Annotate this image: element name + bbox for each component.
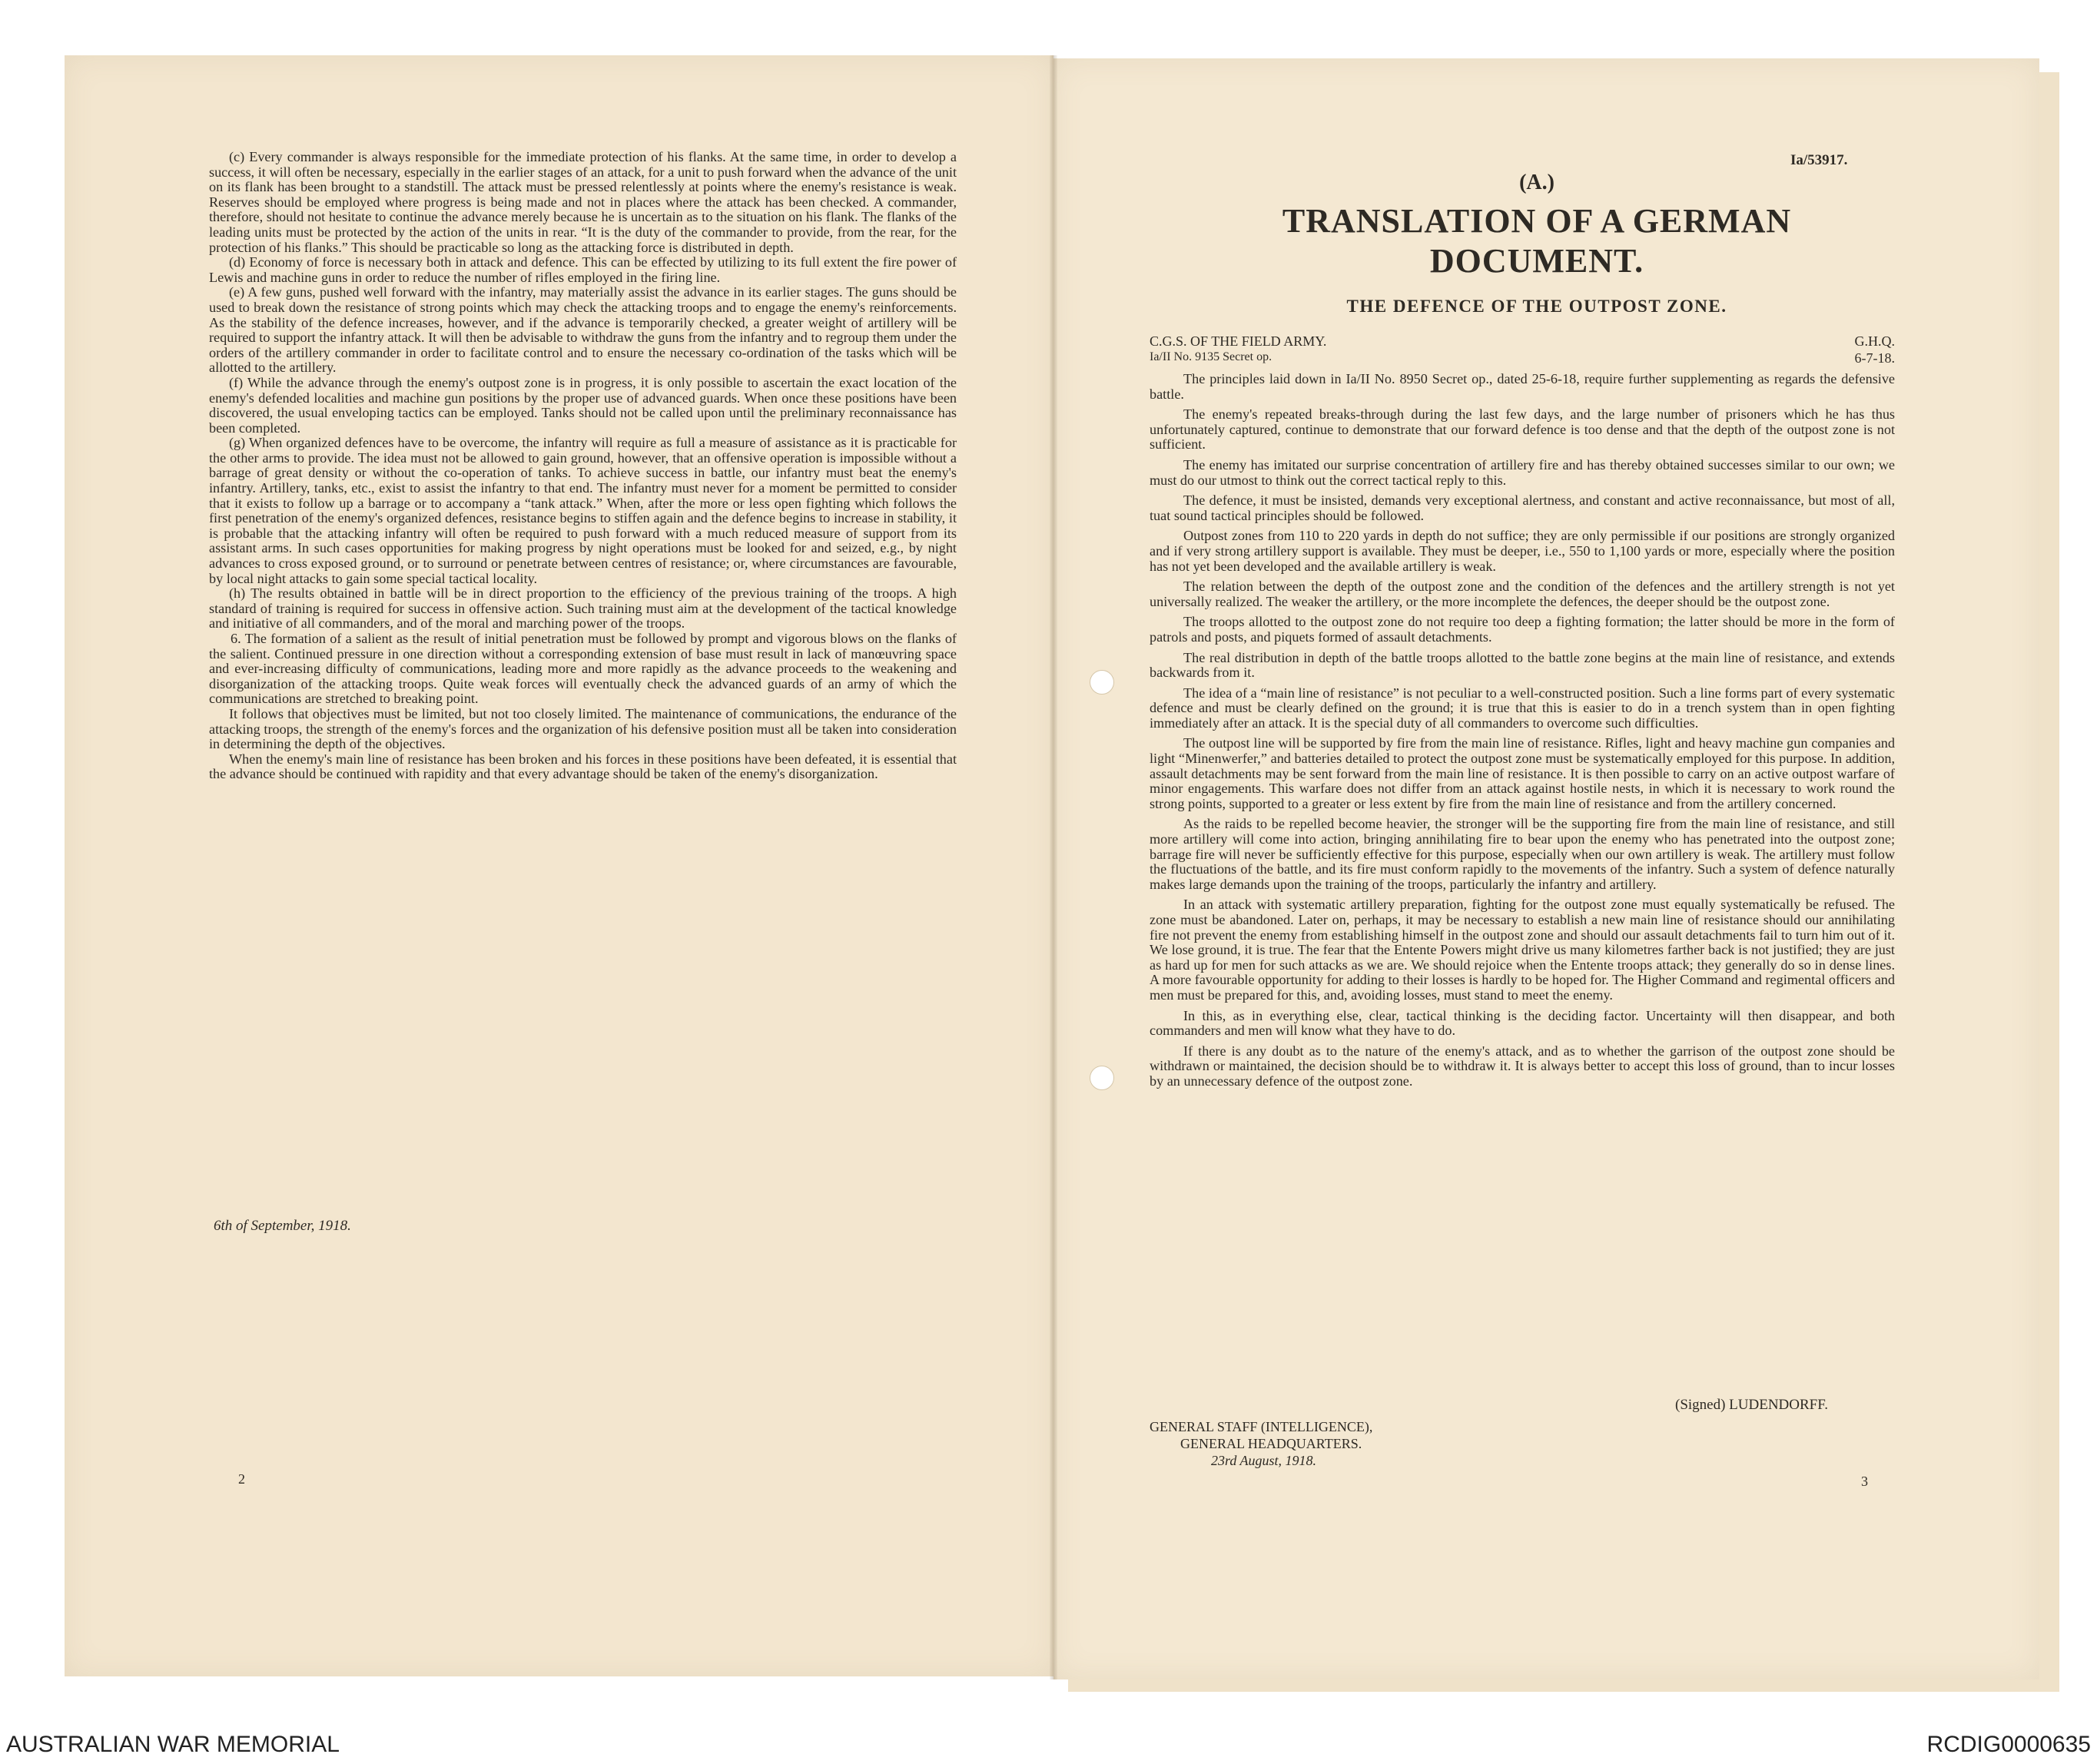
issuer-date: 23rd August, 1918. [1211, 1453, 1317, 1468]
paragraph-main-line: When the enemy's main line of resistance has been broken and his forces in these positions have been defeated, it is essential that the advance should be continued with rapidity and that every advantage should be taken of the enemy's disorganization. [209, 751, 957, 782]
paragraph-doubt: If there is any doubt as to the nature of the enemy's attack, and as to whether the garrison of the outpost zone should be withdrawn or maintained, the decision should be to withdraw it. It is always better to accept this loss of ground, than to incur losses by an unnecessary defence of the outpost zone. [1150, 1043, 1895, 1089]
paragraph-troops-allotted: The troops allotted to the outpost zone do not require too deep a fighting formation; the latter should be more in the form of patrols and posts, and piquets formed of assault detachments. [1150, 614, 1895, 645]
paragraph-outpost-line: The outpost line will be supported by fire from the main line of resistance. Rifles, light and heavy machine gun companies and light “Minenwerfer,” and batteries detailed to protect the outpost zone must be systematically employed for this purpose. In addition, assault detachments may be sent forward from the main line of resistance. It is then possible to carry on an active outpost warfare of minor engagements. This warfare does not differ from an attack against hostile nests, in which it is necessary to work round the strong points, supported to a greater or less extent by fire from the main line of resistance and from the artillery concerned. [1150, 735, 1895, 811]
paragraph-e: (e) A few guns, pushed well forward with the infantry, may materially assist the advance in its earlier stages. The guns should be used to break down the resistance of strong points which may check the attacking troops and to engage the enemy's reinforcements. As the stability of the defence increases, however, and if the advance is temporarily checked, a greater weight of artillery will be required to support the infantry attack. It will then be advisable to withdraw the guns from the infantry and to regroup them under the orders of the artillery commander in order to facilitate control and to ensure the necessary co-ordination of the tasks which will be allotted to the artillery. [209, 284, 957, 376]
header-date: 6-7-18. [1854, 350, 1895, 366]
issuer-line-1: GENERAL STAFF (INTELLIGENCE), [1150, 1419, 1373, 1434]
header-row-2 [1150, 350, 1895, 366]
paragraph-main-line-idea: The idea of a “main line of resistance” is not peculiar to a well-constructed position. Such a line forms part of every systematic defence and must be clearly defined on the ground; it is true that this is easier to do in a trench system than in open fighting immediately after an attack. It is the special duty of all commanders to overcome such difficulties. [1150, 685, 1895, 731]
paragraph-outpost-depth: Outpost zones from 110 to 220 yards in depth do not suffice; they are only permissible if our positions are strongly organized and if very strong artillery support is available. They must be deeper, i.e., 550 to 1,100 yards or more, especially where the position has not yet been developed and the available artillery is weak. [1150, 528, 1895, 574]
punch-hole-bottom [1090, 1066, 1114, 1090]
right-page-body [1150, 372, 1895, 1095]
right-page-number: 3 [1861, 1474, 1868, 1489]
footer-identifier: RCDIG0000635 [1926, 1732, 2091, 1757]
page-fold [1050, 55, 1057, 1679]
issuer-block [1150, 1418, 1372, 1469]
header-row-1 [1150, 333, 1895, 350]
footer-institution: AUSTRALIAN WAR MEMORIAL [6, 1732, 340, 1757]
annex-label: (A.) [1519, 171, 1555, 194]
left-page-body [209, 150, 957, 782]
paragraph-distribution: The real distribution in depth of the battle troops allotted to the battle zone begins at the main line of resistance, and extends backwards from it. [1150, 649, 1895, 681]
paragraph-c: (c) Every commander is always responsible for the immediate protection of his flanks. At the same time, in order to develop a success, it will often be necessary, especially in the earlier stages of an attack, for a unit to push forward when the advance of the unit on its flank has been brought to a standstill. The attack must be pressed relentlessly at points where the enemy's resistance is weak. Reserves should be employed where progress is being made and not in places where the attack has been checked. A commander, therefore, should not hesitate to continue the advance merely because he is uncertain as to the situation on his flank. The flanks of the leading units must be protected by the action of the units in rear. “It is the duty of the commander to provide, from the rear, for the protection of his flanks.” This should be practicable so long as the attacking force is distributed in depth. [209, 149, 957, 255]
header-file-number: Ia/II No. 9135 Secret op. [1150, 350, 1272, 363]
paragraph-f: (f) While the advance through the enemy's outpost zone is in progress, it is only possible to ascertain the exact location of the enemy's defended localities and machine gun positions by the proper use of advanced guards. When once these positions have been discovered, the usual enveloping tactics can be employed. Tanks should not be called upon until the preliminary reconnaissance has been completed. [209, 374, 957, 436]
title-line-1: TRANSLATION OF A GERMAN [1282, 202, 1792, 240]
paragraph-systematic-attack: In an attack with systematic artillery preparation, fighting for the outpost zone must equally systematically be refused. The zone must be abandoned. Later on, perhaps, it may be necessary to establish a new main line of resistance should our annihilating fire not prevent the enemy from establishing himself in the outpost zone and should our assault detachments fail to turn him out of it. We lose ground, it is true. The fear that the Entente Powers might drive us many kilometres farther back is not justified; they are just as hard up for men for such attacks as we are. We should rejoice when the Entente troops attack; they generally do so in dense lines. A more favourable opportunity for adding to their losses is hardly to be hoped for. The Higher Command and regimental officers and men must be prepared for this, and, avoiding losses, must stand to meet the enemy. [1150, 897, 1895, 1003]
header-recipient: G.H.Q. [1854, 333, 1895, 349]
signature-line: (Signed) LUDENDORFF. [1675, 1397, 1829, 1413]
paragraph-h: (h) The results obtained in battle will be in direct proportion to the efficiency of the previous training of the troops. A high standard of training is required for success in offensive action. Such training must aim at the development of the tactical knowledge and initiative of all commanders, and of the moral and marching power of the troops. [209, 585, 957, 632]
left-page-date: 6th of September, 1918. [214, 1218, 351, 1234]
issuer-line-2: GENERAL HEADQUARTERS. [1180, 1436, 1362, 1451]
paragraph-alertness: The defence, it must be insisted, demands very exceptional alertness, and constant and active reconnaissance, but most of all, tuat sound tactical principles should be followed. [1150, 492, 1895, 523]
paragraph-d: (d) Economy of force is necessary both in attack and defence. This can be effected by utilizing to its full extent the fire power of Lewis and machine guns in order to reduce the number of rifles employed in the firing line. [209, 254, 957, 285]
paragraph-objectives: It follows that objectives must be limited, but not too closely limited. The maintenance of communications, the endurance of the attacking troops, the strength of the enemy's forces and the organization of his defensive position must all be taken into consideration in determining the depth of the objectives. [209, 705, 957, 752]
paragraph-breaks-through: The enemy's repeated breaks-through during the last few days, and the large number of prisoners which he has thus unfortunately captured, continue to demonstrate that our forward defence is too dense and that the depth of the outpost zone is not sufficient. [1150, 406, 1895, 453]
paragraph-g: (g) When organized defences have to be overcome, the infantry will require as full a measure of assistance as it is practicable for the other arms to provide. The idea must not be allowed to gain ground, however, that an offensive operation is impossible without a barrage of great density or without the co-operation of tanks. To achieve success in battle, our infantry must beat the enemy's infantry. Artillery, tanks, etc., exist to assist the infantry to that end. The infantry must never for a moment be permitted to consider that it exists to follow up a barrage or to accompany a “tank attack.” When, after the more or less open fighting which follows the first penetration of the enemy's organized defences, resistance begins to stiffen again and the defence begins to increase in stability, it is probable that the attacking infantry will often be required to push forward with a much reduced measure of support from its assistant arms. In such cases opportunities for making progress by night operations must be looked for and seized, e.g., by night advances to cross exposed ground, or to surround or penetrate between centres of resistance; or, where circumstances are favourable, by local night attacks to gain some special tactical locality. [209, 435, 957, 586]
paragraph-imitated: The enemy has imitated our surprise concentration of artillery fire and has thereby obtained successes similar to our own; we must do our utmost to think out the correct tactical reply to this. [1150, 456, 1895, 488]
paragraph-raids: As the raids to be repelled become heavier, the stronger will be the supporting fire from the main line of resistance, and still more artillery will come into action, bringing annihilating fire to bear upon the enemy who has penetrated into the outpost zone; barrage fire will never be sufficiently effective for this purpose, especially when our own artillery is weak. The artillery must follow the fluctuations of the battle, and its fire must conform rapidly to the movements of the infantry. Such a system of defence naturally makes large demands upon the training of the troops, particularly the infantry and artillery. [1150, 816, 1895, 892]
paragraph-clear-thinking: In this, as in everything else, clear, tactical thinking is the deciding factor. Uncertainty will then disappear, and both commanders and men will know what they have to do. [1150, 1007, 1895, 1039]
punch-hole-top [1090, 670, 1114, 695]
document-subtitle: THE DEFENCE OF THE OUTPOST ZONE. [1346, 297, 1727, 316]
header-sender: C.G.S. OF THE FIELD ARMY. [1150, 333, 1327, 349]
paragraph-principles: The principles laid down in Ia/II No. 8950 Secret op., dated 25-6-18, require further supplementing as regards the defensive battle. [1150, 371, 1895, 402]
paragraph-6: 6. The formation of a salient as the result of initial penetration must be followed by prompt and vigorous blows on the flanks of the salient. Continued pressure in one direction without a corresponding extension of base must result in lack of manœuvring space and ever-increasing difficulty of communications, leading more and more rapidly as the advance proceeds to the weakening and disorganization of the attacking troops. Quite weak forces will eventually check the advanced guards of an army of which the communications are stretched to breaking point. [209, 631, 957, 707]
paragraph-relation: The relation between the depth of the outpost zone and the condition of the defences and the artillery strength is not yet universally realized. The weaker the artillery, or the more incomplete the defences, the deeper should be the outpost zone. [1150, 579, 1895, 609]
document-reference: Ia/53917. [1790, 152, 1848, 168]
document-title [1191, 201, 1883, 281]
title-line-2: DOCUMENT. [1429, 242, 1644, 280]
left-page-number: 2 [238, 1471, 245, 1487]
